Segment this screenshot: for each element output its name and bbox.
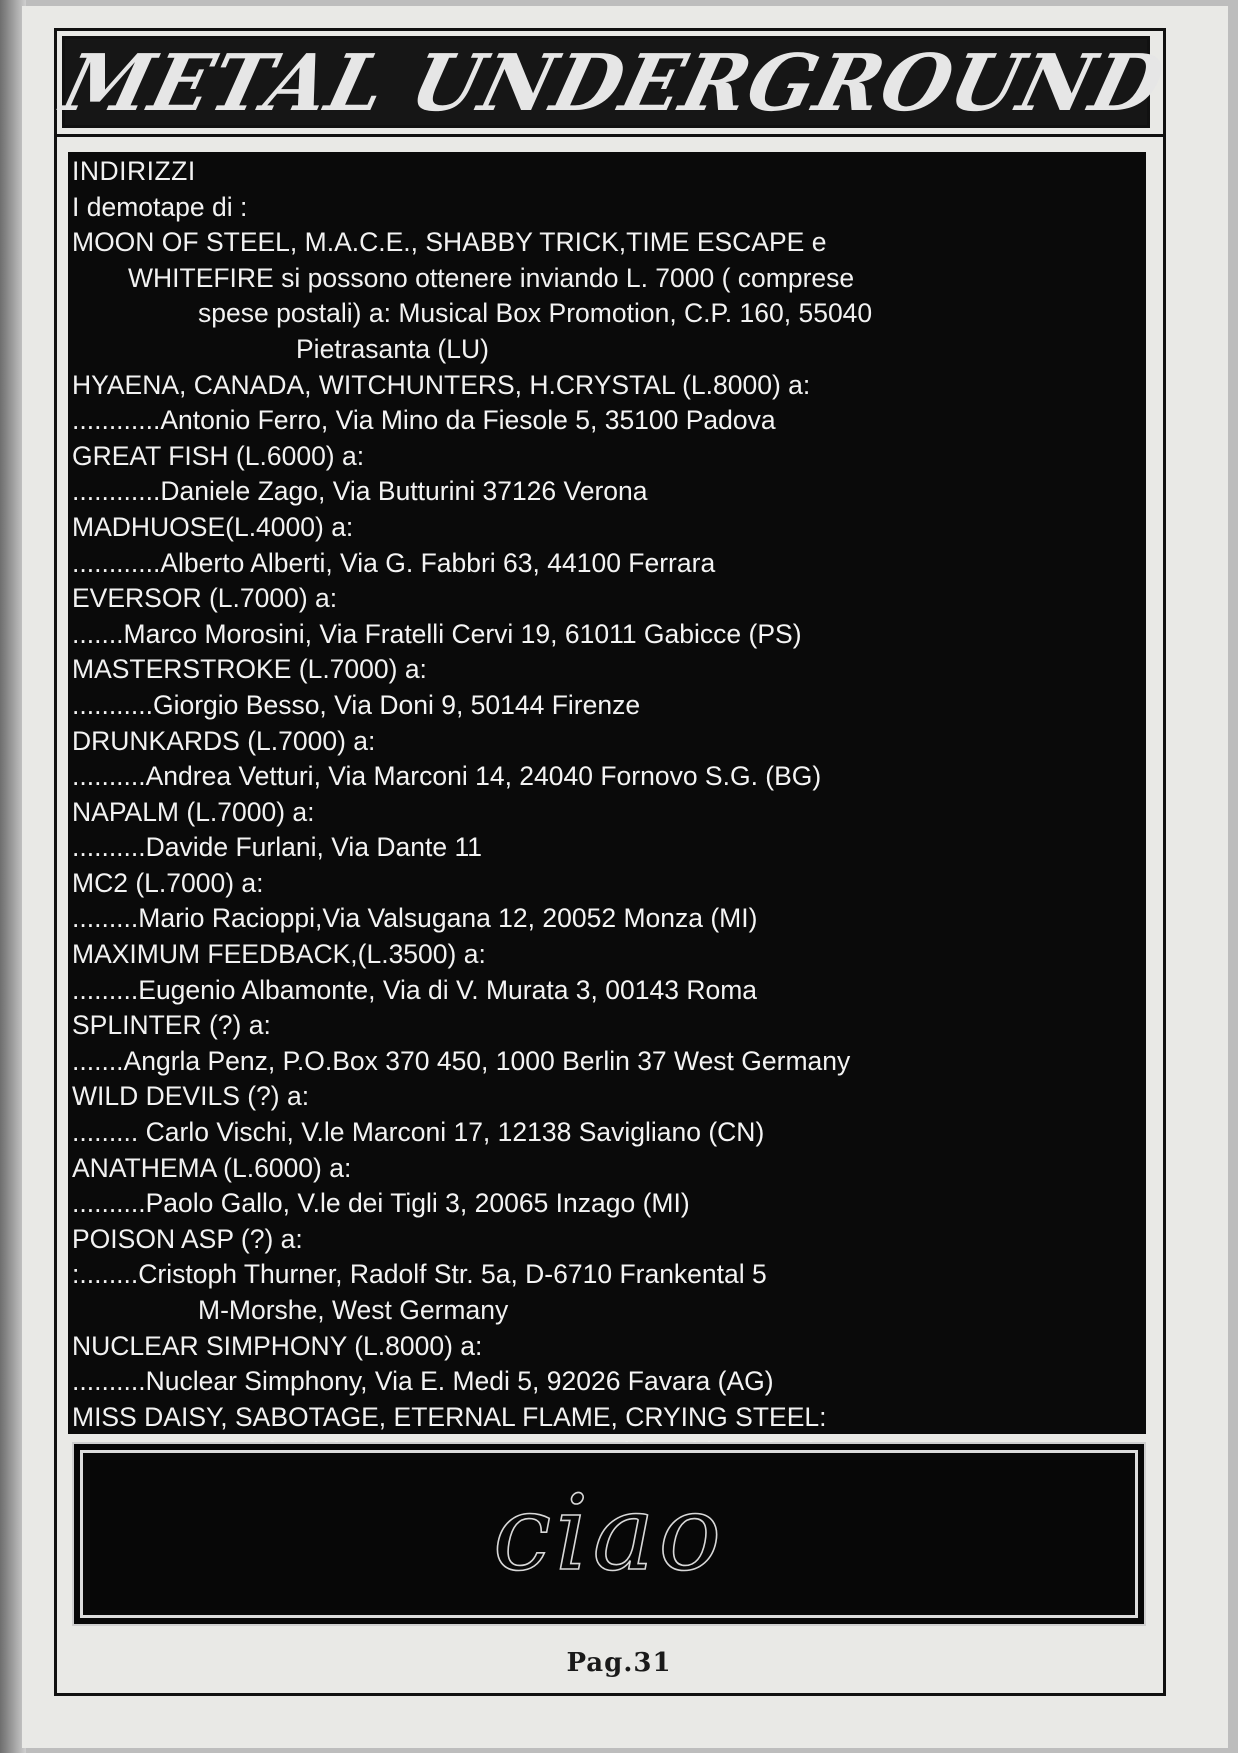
masthead-title: METAL UNDERGROUND <box>53 38 1174 129</box>
addresses-text <box>72 154 1140 1471</box>
entry-band: MISS DAISY, SABOTAGE, ETERNAL FLAME, CRYING STEEL: <box>72 1401 827 1432</box>
entry-band: ANATHEMA (L.6000) a: <box>72 1152 352 1183</box>
entry-address: ......... Carlo Vischi, V.le Marconi 17, 12138 Savigliano (CN) <box>72 1117 765 1148</box>
entry-address: ..........Andrea Vetturi, Via Marconi 14, 24040 Fornovo S.G. (BG) <box>72 761 822 792</box>
entry-band: HYAENA, CANADA, WITCHUNTERS, H.CRYSTAL (L.8000) a: <box>72 369 811 400</box>
addresses-box <box>68 152 1146 1434</box>
masthead-rule <box>56 134 1166 137</box>
entry-address: .........Eugenio Albamonte, Via di V. Murata 3, 00143 Roma <box>72 974 758 1005</box>
entry-band: EVERSOR (L.7000) a: <box>72 583 338 614</box>
entry-band: NUCLEAR SIMPHONY (L.8000) a: <box>72 1330 483 1361</box>
entry-text: Pietrasanta (LU) <box>296 333 489 364</box>
entry-address-continued: M-Morshe, West Germany <box>198 1295 509 1325</box>
entry-address: ..........Davide Furlani, Via Dante 11 <box>72 832 482 863</box>
section-intro: I demotape di : <box>72 191 248 222</box>
entry-address: ............Antonio Ferro, Via Mino da Fiesole 5, 35100 Padova <box>72 405 776 436</box>
entry-address: ..........Nuclear Simphony, Via E. Medi 5, 92026 Favara (AG) <box>72 1366 774 1397</box>
entry-band: MOON OF STEEL, M.A.C.E., SHABBY TRICK,TIME ESCAPE e <box>72 227 827 258</box>
ciao-text: ciao <box>492 1472 726 1594</box>
entry-address: .......Marco Morosini, Via Fratelli Cervi 19, 61011 Gabicce (PS) <box>72 618 802 649</box>
entry-band: MAXIMUM FEEDBACK,(L.3500) a: <box>72 939 486 970</box>
entry-band: MADHUOSE(L.4000) a: <box>72 511 354 542</box>
entry-text: WHITEFIRE si possono ottenere inviando L. 7000 ( comprese <box>128 262 855 293</box>
entry-band: GREAT FISH (L.6000) a: <box>72 440 365 471</box>
entry-band: DRUNKARDS (L.7000) a: <box>72 725 376 756</box>
entry-address: ............Alberto Alberti, Via G. Fabbri 63, 44100 Ferrara <box>72 547 716 578</box>
entry-text: spese postali) a: Musical Box Promotion, C.P. 160, 55040 <box>198 298 873 329</box>
masthead <box>53 36 1174 129</box>
entry-band: WILD DEVILS (?) a: <box>72 1081 310 1112</box>
entry-address: ............Daniele Zago, Via Butturini 37126 Verona <box>72 476 648 507</box>
entry-address: .........Mario Racioppi,Via Valsugana 12, 20052 Monza (MI) <box>72 903 758 934</box>
entry-band: NAPALM (L.7000) a: <box>72 796 315 827</box>
section-title: INDIRIZZI <box>72 156 196 186</box>
entry-address: ..........Paolo Gallo, V.le dei Tigli 3, 20065 Inzago (MI) <box>72 1188 690 1219</box>
page-number: Pag.31 <box>566 1648 672 1678</box>
entry-address: ...........Giorgio Besso, Via Doni 9, 50144 Firenze <box>72 689 641 720</box>
entry-band: MASTERSTROKE (L.7000) a: <box>72 654 427 685</box>
entry-address: .......Angrla Penz, P.O.Box 370 450, 1000 Berlin 37 West Germany <box>72 1045 851 1076</box>
entry-band: MC2 (L.7000) a: <box>72 867 264 898</box>
entry-address: :........Cristoph Thurner, Radolf Str. 5a, D-6710 Frankental 5 <box>72 1259 767 1290</box>
entry-band: POISON ASP (?) a: <box>72 1223 303 1254</box>
ciao-box <box>72 1442 1146 1626</box>
entry-band: SPLINTER (?) a: <box>72 1010 271 1041</box>
